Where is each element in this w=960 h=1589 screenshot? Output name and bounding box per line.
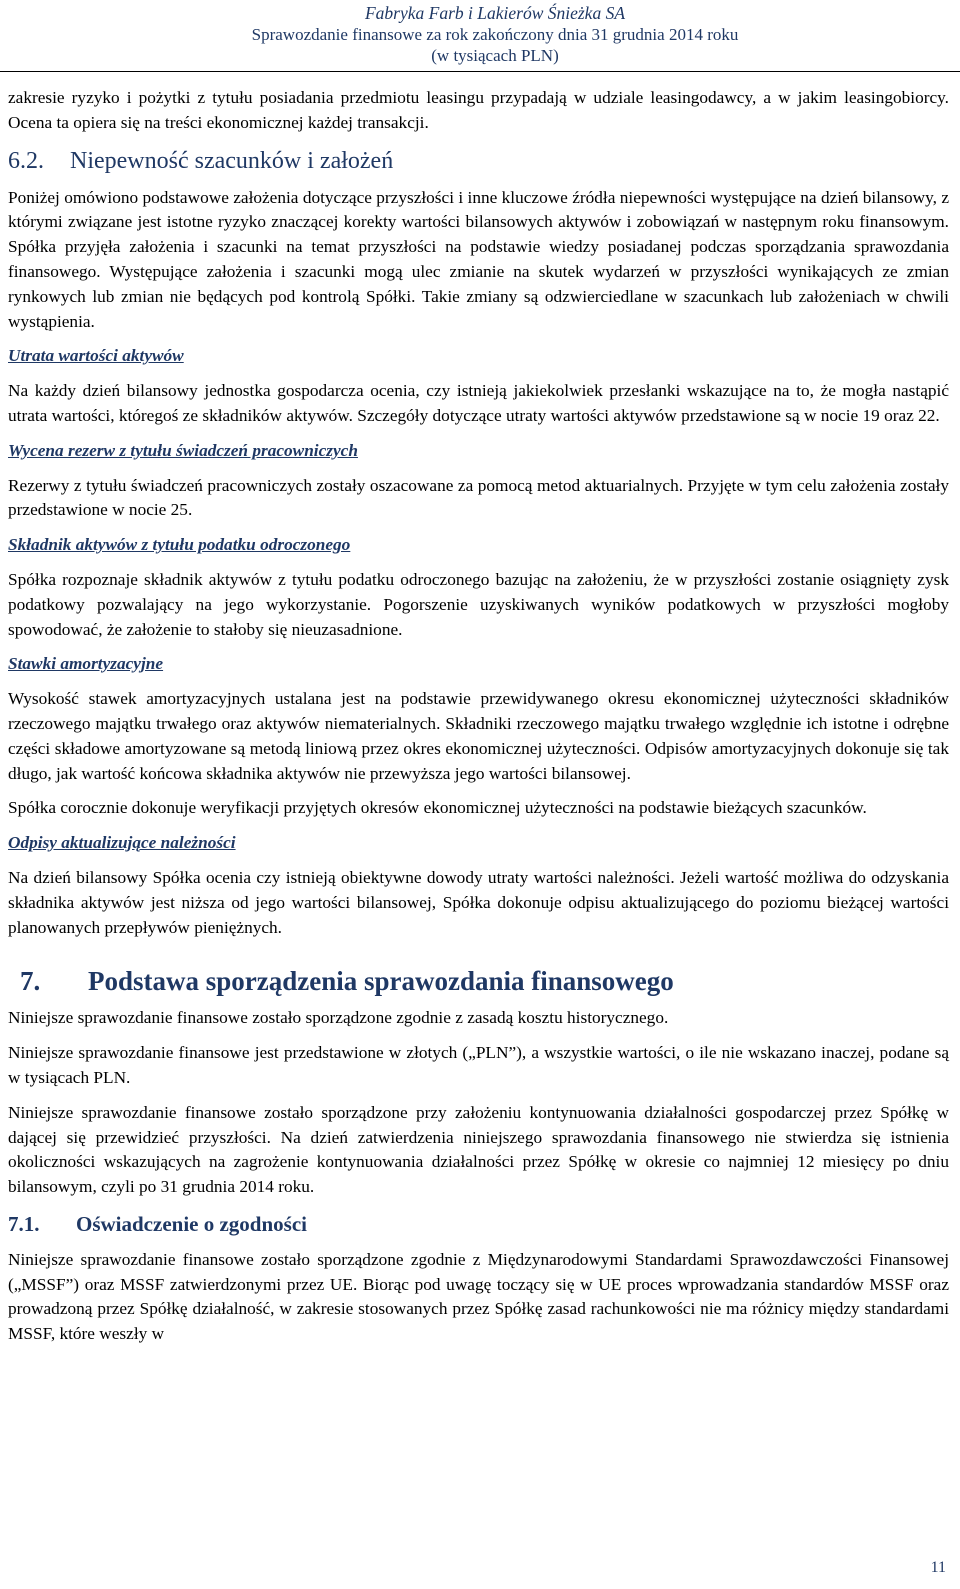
page-header xyxy=(235,3,755,66)
section-title: Podstawa sporządzenia sprawozdania finansowego xyxy=(88,966,674,997)
header-rule xyxy=(0,71,960,72)
section-6-2-paragraph: Poniżej omówiono podstawowe założenia dotyczące przyszłości i inne kluczowe źródła niepewności występujące na dzień bilansowy, z którymi związane jest istotne ryzyko znaczącej korekty wartości bilansowych aktywów i zobowiązań w następnym roku finansowym. Spółka przyjęła założenia i szacunki na temat przyszłości na podstawie wiedzy posiadanej podczas sporządzania sprawozdania finansowego. Występujące założenia i szacunki mogą ulec zmianie na skutek wydarzeń w przyszłości wynikających ze zmian rynkowych lub zmian nie będących pod kontrolą Spółki. Takie zmiany są odzwierciedlane w szacunkach lub założeniach w chwili wystąpienia. xyxy=(8,187,949,331)
depreciation-paragraph-1: Wysokość stawek amortyzacyjnych ustalana jest na podstawie przewidywanego okresu ekonomicznej użyteczności składników rzeczowego majątku trwałego oraz aktywów niematerialnych. Składniki rzeczowego majątku trwałego względnie ich istotne i odrębne części składowe amortyzowane są metodą liniową przez okres ekonomicznej użyteczności. Odpisów amortyzacyjnych dokonuje się tak długo, jak wartość końcowa składnika aktywów nie przewyższa jego wartości bilansowej. xyxy=(8,689,949,783)
section-number: 7.1. xyxy=(8,1211,40,1236)
deferred-tax-heading: Składnik aktywów z tytułu podatku odroczonego xyxy=(8,535,351,555)
section-title: Oświadczenie o zgodności xyxy=(76,1211,307,1236)
report-title: Sprawozdanie finansowe za rok zakończony dnia 31 grudnia 2014 roku xyxy=(251,25,739,44)
section-7-paragraph-2: Niniejsze sprawozdanie finansowe jest przedstawione w złotych („PLN”), a wszystkie wartości, o ile nie wskazano inaczej, podane są w tysiącach PLN. xyxy=(8,1043,949,1087)
section-7-paragraph-1: Niniejsze sprawozdanie finansowe zostało sporządzone zgodnie z zasadą kosztu historycznego. xyxy=(8,1008,669,1028)
receivables-paragraph: Na dzień bilansowy Spółka ocenia czy istnieją obiektywne dowody utraty wartości należności. Jeżeli wartość możliwa do odzyskania składnika aktywów jest niższa od jego wartości bilansowej, Spółka dokonuje odpisu aktualizującego do poziomu bieżącej wartości planowanych przepływów pieniężnych. xyxy=(8,867,949,937)
section-title: Niepewność szacunków i założeń xyxy=(70,147,394,174)
receivables-heading: Odpisy aktualizujące należności xyxy=(8,833,236,853)
provisions-paragraph: Rezerwy z tytułu świadczeń pracowniczych zostały oszacowane za pomocą metod aktuarialnych. Przyjęte w tym celu założenia zostały przedstawione w nocie 25. xyxy=(8,475,949,520)
section-number: 6.2. xyxy=(8,147,44,174)
section-6-2-heading xyxy=(8,146,949,176)
company-name: Fabryka Farb i Lakierów Śnieżka SA xyxy=(364,3,626,23)
impairment-heading: Utrata wartości aktywów xyxy=(8,346,184,366)
page-body xyxy=(8,86,949,1347)
section-number: 7. xyxy=(20,966,41,997)
intro-paragraph: zakresie ryzyko i pożytki z tytułu posiadania przedmiotu leasingu przypadają w udziale leasingodawcy, a w jakim leasingobiorcy. Ocena ta opiera się na treści ekonomicznej każdej transakcji. xyxy=(8,88,949,132)
page-number: 11 xyxy=(930,1559,946,1576)
depreciation-heading: Stawki amortyzacyjne xyxy=(8,654,164,674)
section-7-1-paragraph: Niniejsze sprawozdanie finansowe zostało sporządzone zgodnie z Międzynarodowymi Standardami Sprawozdawczości Finansowej („MSSF”) oraz MSSF zatwierdzonymi przez UE. Biorąc pod uwagę toczący się w UE proces wprowadzania standardów MSSF oraz prowadzoną przez Spółkę działalność, w zakresie stosowanych przez Spółkę zasad rachunkowości nie ma różnicy między standardami MSSF, które weszły w xyxy=(8,1249,949,1344)
units-note: (w tysiącach PLN) xyxy=(431,46,559,65)
depreciation-paragraph-2: Spółka corocznie dokonuje weryfikacji przyjętych okresów ekonomicznej użyteczności na podstawie bieżących szacunków. xyxy=(8,798,867,818)
deferred-tax-paragraph: Spółka rozpoznaje składnik aktywów z tytułu podatku odroczonego bazując na założeniu, że w przyszłości zostanie osiągnięty zysk podatkowy pozwalający na jego wykorzystanie. Pogorszenie uzyskiwanych wyników podatkowych w przyszłości mogłoby spowodować, że założenie to stałoby się nieuzasadnione. xyxy=(8,569,949,639)
section-7-1-heading xyxy=(8,1210,949,1238)
section-7-heading xyxy=(8,964,949,998)
section-7-paragraph-3: Niniejsze sprawozdanie finansowe zostało sporządzone przy założeniu kontynuowania działalności gospodarczej przez Spółkę w dającej się przewidzieć przyszłości. Na dzień zatwierdzenia niniejszego sprawozdania finansowego nie stwierdza się istnienia okoliczności wskazujących na zagrożenie kontynuowania działalności przez Spółkę w okresie co najmniej 12 miesięcy po dniu bilansowym, czyli po 31 grudnia 2014 roku. xyxy=(8,1102,949,1197)
provisions-heading: Wycena rezerw z tytułu świadczeń pracowniczych xyxy=(8,440,358,460)
impairment-paragraph: Na każdy dzień bilansowy jednostka gospodarcza ocenia, czy istnieją jakiekolwiek przesłanki wskazujące na to, że mogła nastąpić utrata wartości, któregoś ze składników aktywów. Szczegóły dotyczące utraty wartości aktywów przedstawione są w nocie 19 oraz 22. xyxy=(8,381,949,425)
